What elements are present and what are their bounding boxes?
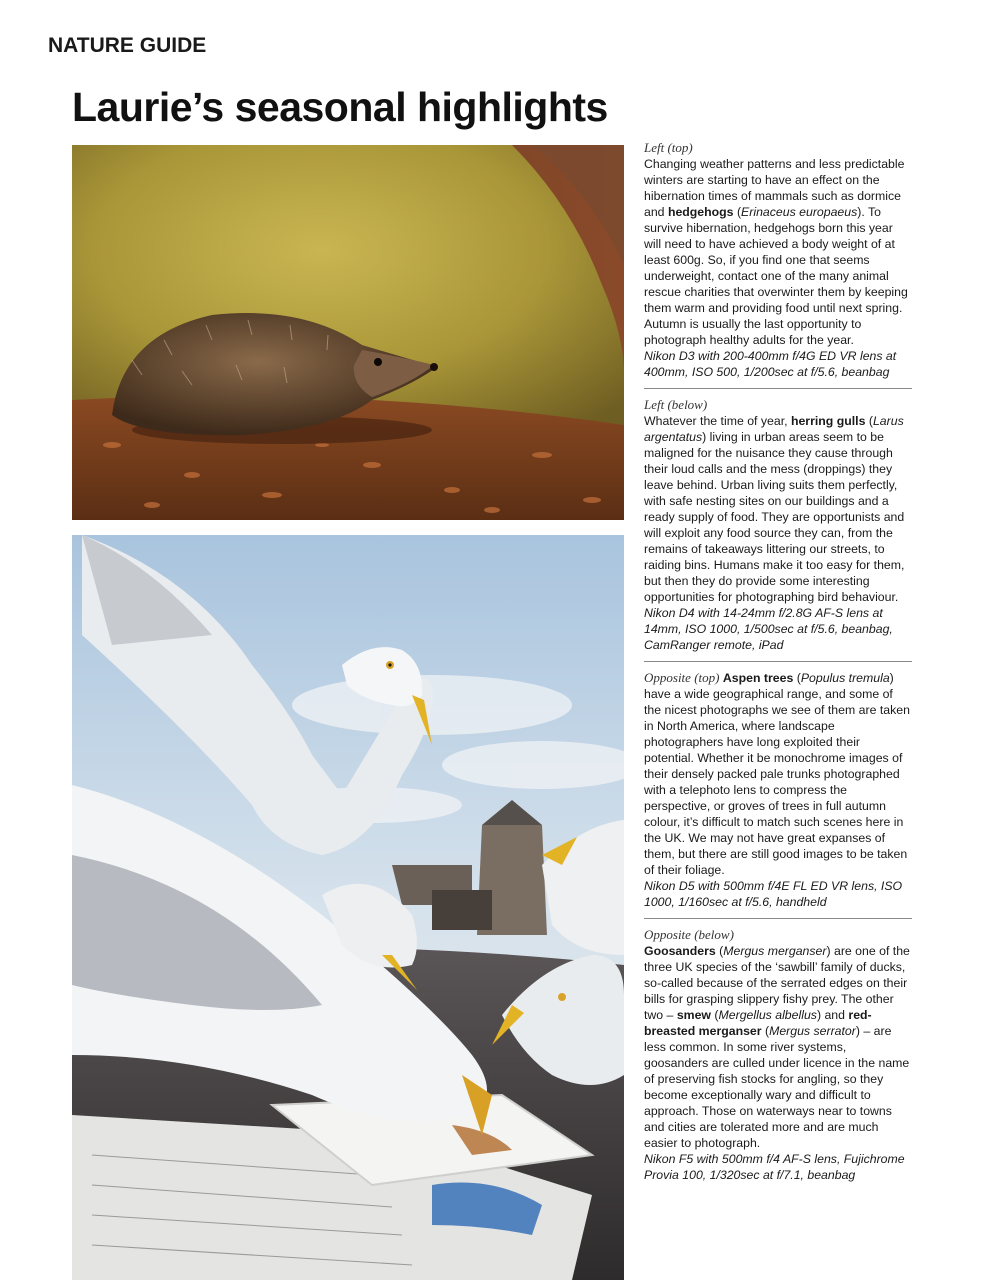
caption-location: Opposite (top) (644, 670, 720, 685)
latin-name: Erinaceus europaeus (741, 205, 858, 219)
species-name: Aspen trees (722, 671, 794, 685)
page-title: Laurie’s seasonal highlights (72, 84, 608, 130)
caption-location: Left (below) (644, 397, 708, 412)
camera-details: Nikon F5 with 500mm f/4 AF-S lens, Fujichrome Provia 100, 1/320sec at f/7.1, beanbag (644, 1152, 905, 1182)
species-name: red-breasted merganser (644, 1008, 872, 1038)
caption-text: ) have a wide geographical range, and some of the nicest photographs we see of them are taken in North America, where landscape photographers have long exploited their potential. Whether it be monochrome images of their densely packed pale trunks photographed with a telephoto lens to compress the perspective, or groves of trees in full autumn colour, it’s difficult to match such scenes here in the UK. We may not have great expanses of them, but there are still good images to be taken of their foliage. (644, 671, 910, 877)
camera-details: Nikon D3 with 200-400mm f/4G ED VR lens at 400mm, ISO 500, 1/200sec at f/5.6, beanbag (644, 349, 897, 379)
caption-location: Opposite (below) (644, 927, 734, 942)
camera-details: Nikon D5 with 500mm f/4E FL ED VR lens, ISO 1000, 1/160sec at f/5.6, handheld (644, 879, 903, 909)
gulls-illustration (72, 535, 624, 1280)
species-name: Goosanders (644, 944, 716, 958)
latin-name: Larus argentatus (644, 414, 904, 444)
species-name: smew (676, 1008, 711, 1022)
latin-name: Mergus merganser (723, 944, 827, 958)
caption-opposite-below (644, 918, 912, 1191)
caption-text: ( (865, 414, 873, 428)
latin-name: Mergellus albellus (718, 1008, 817, 1022)
caption-text: ) living in urban areas seem to be maligned for the nuisance they cause through their loud calls and the mess (droppings) they leave behind. Urban living suits them perfectly, with safe nesting sites on our buildings and a ready supply of food. They are opportunists and will exploit any food source they can, from the remains of takeaways littering our streets, to raiding bins. Humans make it too easy for them, but then they do provide some interesting opportunities for photographing bird behaviour. (644, 430, 905, 604)
caption-text: ) – are less common. In some river systems, goosanders are culled under licence in the name of preserving fish stocks for angling, so they become exceptionally wary and difficult to approach. Those on waterways near to towns and cities are tolerated more and are much easier to photograph. (644, 1024, 910, 1150)
caption-text: ) are one of the three UK species of the ‘sawbill’ family of ducks, so-called because of the serrated edges on their bills for grasping slippery fishy prey. The other two – (644, 944, 910, 1022)
caption-left-below (644, 388, 912, 661)
caption-text: ). To survive hibernation, hedgehogs born this year will need to have achieved a body weight of at least 600g. So, if you find one that seems underweight, contact one of the many animal rescue charities that overwinter them by keeping them warm and providing food until next spring. Autumn is usually the last opportunity to photograph healthy adults for the year. (644, 205, 908, 347)
caption-text: ( (711, 1008, 719, 1022)
caption-text: ( (715, 944, 724, 958)
caption-location: Left (top) (644, 140, 693, 155)
latin-name: Populus tremula (800, 671, 890, 685)
hedgehog-photo (72, 145, 624, 520)
latin-name: Mergus serrator (769, 1024, 856, 1038)
hedgehog-illustration (72, 145, 624, 520)
herring-gulls-photo (72, 535, 624, 1280)
captions-column (644, 140, 912, 1191)
section-label: NATURE GUIDE (48, 34, 207, 57)
caption-text: ) and (816, 1008, 849, 1022)
camera-details: Nikon D4 with 14-24mm f/2.8G AF-S lens at 14mm, ISO 1000, 1/500sec at f/5.6, beanbag, CamRanger remote, iPad (644, 606, 893, 652)
caption-text: Changing weather patterns and less predictable winters are starting to have an effect on the hibernation times of mammals such as dormice and (644, 157, 905, 219)
caption-text: Whatever the time of year, (644, 414, 791, 428)
species-name: hedgehogs (667, 205, 734, 219)
caption-text: ( (733, 205, 742, 219)
caption-text: ( (793, 671, 801, 685)
caption-opposite-top (644, 661, 912, 918)
caption-text: ( (761, 1024, 770, 1038)
caption-left-top (644, 140, 912, 388)
species-name: herring gulls (790, 414, 866, 428)
